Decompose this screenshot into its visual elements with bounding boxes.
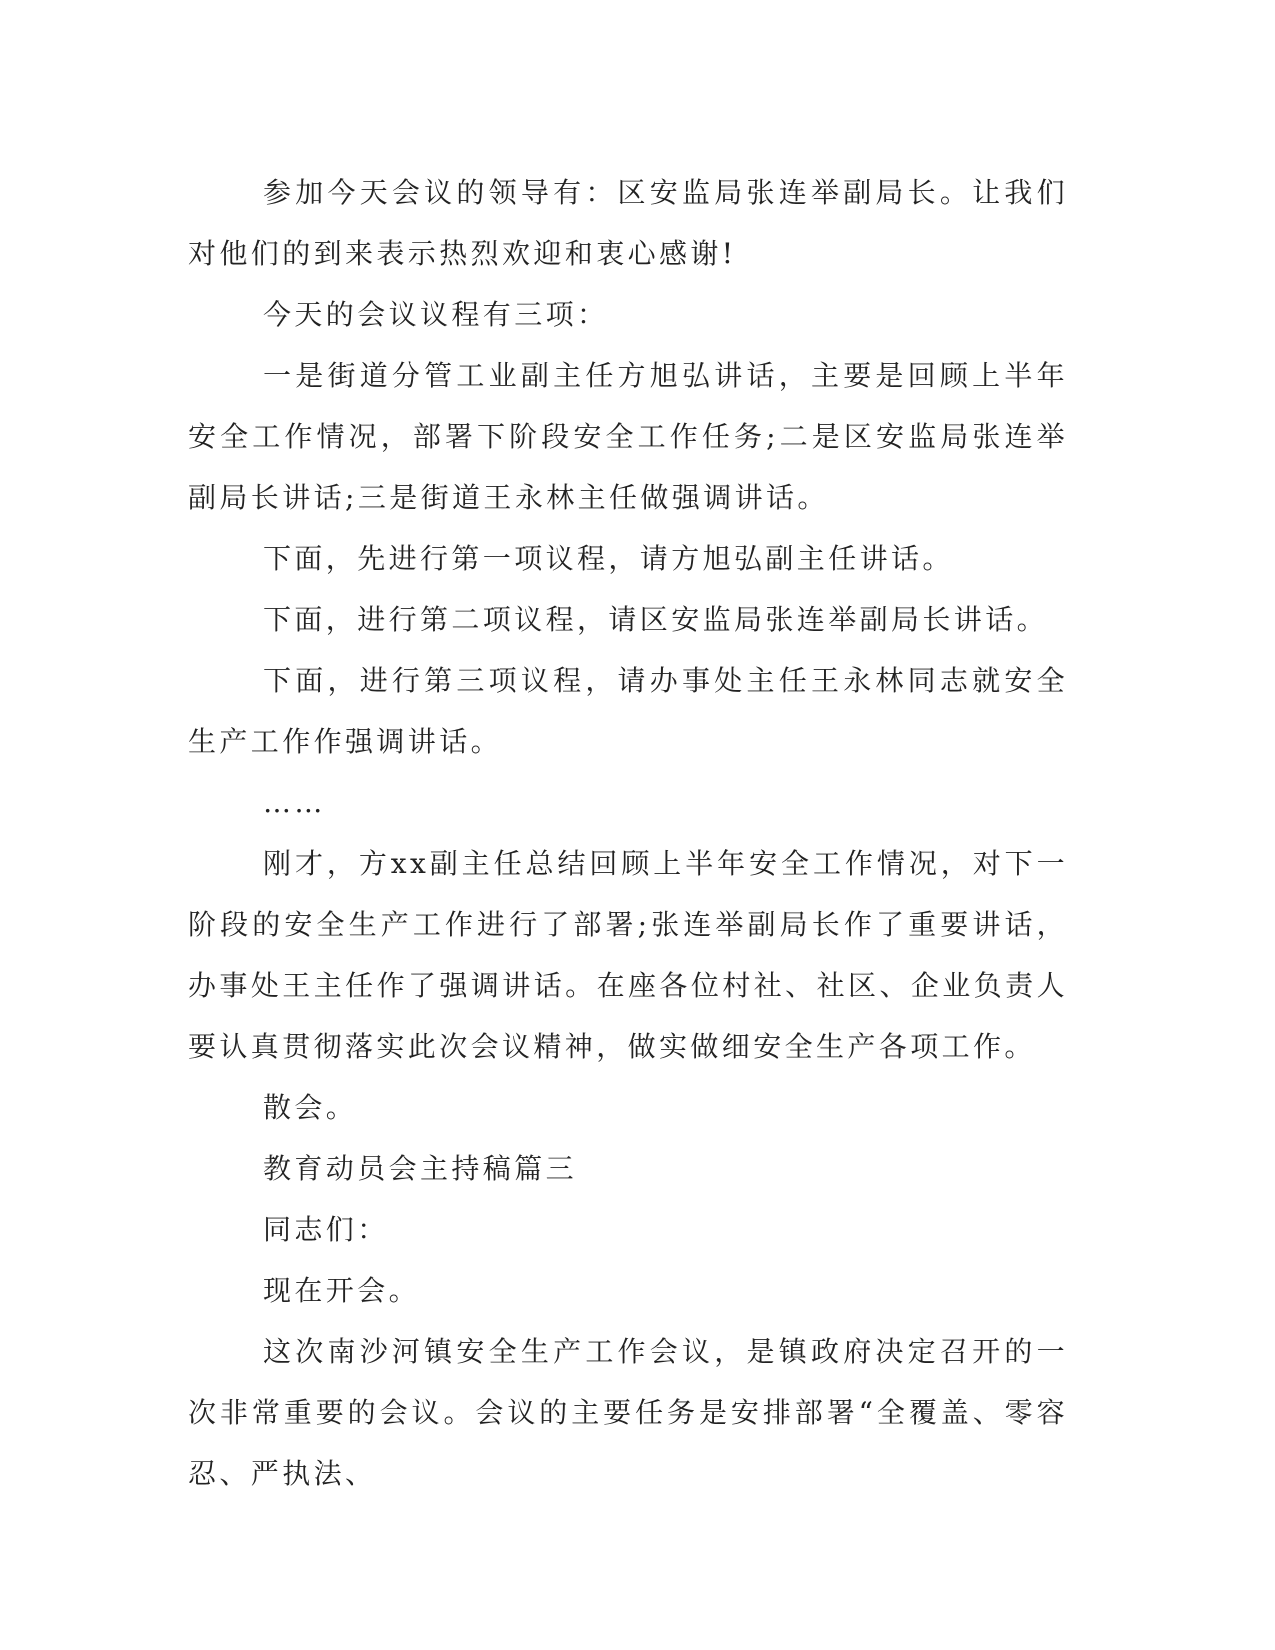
paragraph-adjourn: 散会。	[263, 1091, 358, 1124]
paragraph-agenda-second: 下面，进行第二项议程，请区安监局张连举副局长讲话。	[263, 603, 1049, 636]
document-body	[188, 162, 1068, 1504]
paragraph-leaders: 参加今天会议的领导有：区安监局张连举副局长。让我们对他们的到来表示热烈欢迎和衷心感谢!	[188, 176, 1068, 270]
paragraph-summary: 刚才，方xx副主任总结回顾上半年安全工作情况，对下一阶段的安全生产工作进行了部署;张连举副局长作了重要讲话，办事处王主任作了强调讲话。在座各位村社、社区、企业负责人要认真贯彻落实此次会议精神，做实做细安全生产各项工作。	[188, 847, 1068, 1063]
paragraph-ellipsis: ……	[263, 786, 326, 819]
section-heading: 教育动员会主持稿篇三	[263, 1152, 578, 1185]
paragraph-agenda-first: 下面，先进行第一项议程，请方旭弘副主任讲话。	[263, 542, 954, 575]
paragraph-meeting-open: 现在开会。	[263, 1274, 421, 1307]
paragraph-meeting-purpose: 这次南沙河镇安全生产工作会议，是镇政府决定召开的一次非常重要的会议。会议的主要任务是安排部署“全覆盖、零容忍、严执法、	[188, 1335, 1068, 1490]
paragraph-salutation: 同志们：	[263, 1213, 389, 1246]
paragraph-agenda-items: 一是街道分管工业副主任方旭弘讲话，主要是回顾上半年安全工作情况，部署下阶段安全工作任务;二是区安监局张连举副局长讲话;三是街道王永林主任做强调讲话。	[188, 359, 1068, 514]
paragraph-agenda-intro: 今天的会议议程有三项：	[263, 298, 609, 331]
paragraph-agenda-third: 下面，进行第三项议程，请办事处主任王永林同志就安全生产工作作强调讲话。	[188, 664, 1068, 758]
